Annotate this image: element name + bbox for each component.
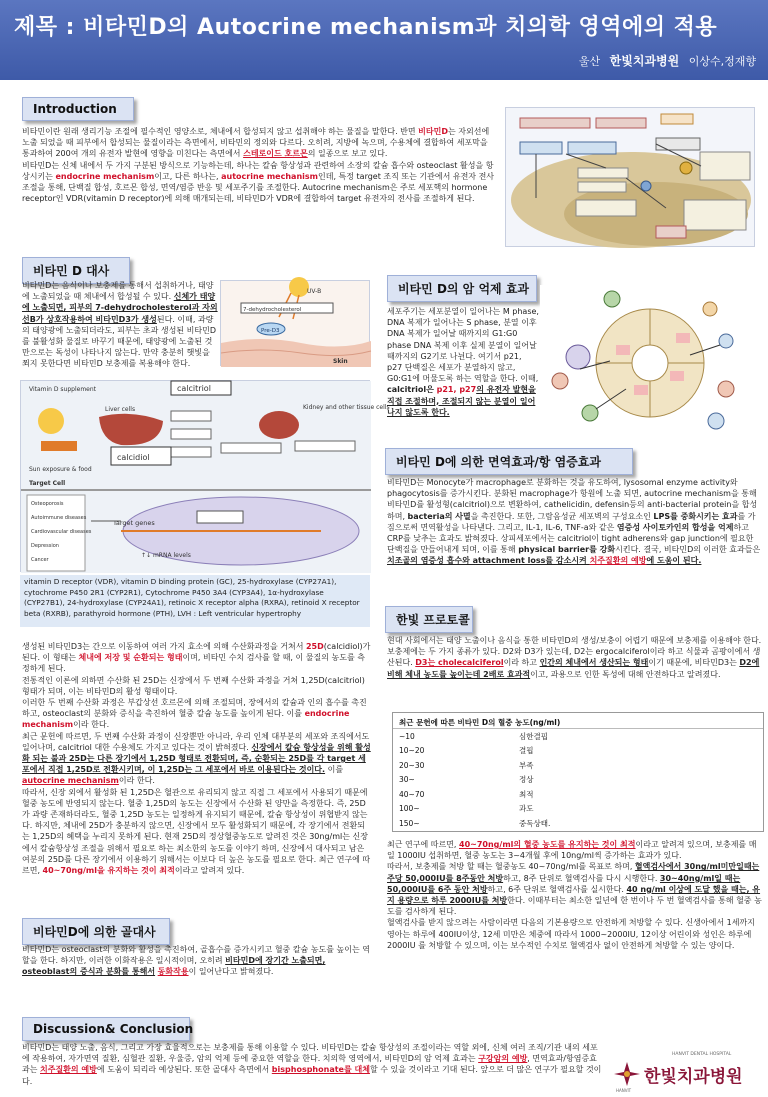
hospital-logo: [612, 1052, 762, 1093]
level-status: 과도: [519, 804, 534, 814]
mrna-label: ↑↓ mRNA levels: [141, 552, 191, 559]
intro-text: 비타민이란 원래 생리기능 조절에 필수적인 영양소로, 체내에서 합성되지 않고 섭취해야 하는 물질을 말한다. 반면 비타민D는 자외선에 노출 되었을 때 피부에서 합성되는 물질이라는 측면에서, 비타민의 정의와 다르다. 오히려, 지방에 녹으며, 수용체에 결합하여 세포막을 통과하여 200여 개의 유전자 발현에 영향을 미친다는 측면에서 스테로이드 호르몬의 일종으로 보고 있다. 비타민D는 신체 내에서 두 가지 구분된 방식으로 기능하는데, 하나는 칼슘 항상성과 관련하여 소장의 칼슘 흡수와 osteoclast 활성을 항상시키는 endocrine mechanism이고, 다른 하나는, autocrine mechanism인데, 특정 target 조직 또는 기관에서 유전자 전사 조절을 통해, 단백질 합성, 호르몬 합성, 면역/염증 반응 및 세포주기를 조절한다. Autocrine mechanism은 주로 세포핵의 hormone receptor인 VDR(vitamin D receptor)에 의해 매개되는데, 비타민D가 VDR에 결합하여 target 유전자의 전사를 조절하게 된다.: [22, 127, 495, 204]
supplement-label: Vitamin D supplement: [29, 386, 97, 393]
calcidiol-label: calcidiol: [117, 453, 150, 462]
sun-label: Sun exposure & food: [29, 466, 92, 473]
vdr-mechanism-figure: [505, 107, 755, 247]
table-row: [393, 816, 763, 831]
target-cell-label: Target Cell: [29, 480, 66, 487]
bone-text: 비타민D는 osteoclast의 분화와 활성을 촉진하여, 골흡수를 증가시키고 혈중 칼슘 농도를 높이는 역할을 한다. 하지만, 이러한 이화작용은 일시적이며, 오히려 비타민D에 장기간 노출되면, osteoblast의 증식과 분화를 통해서 동화작용이 일어난다고 밝혀졌다.: [22, 945, 370, 977]
location: 울산: [578, 55, 601, 68]
logo-name: 한빛치과병원: [644, 1067, 743, 1087]
vitd-metabolism-figure: [20, 380, 390, 572]
level-range: 150~: [399, 818, 420, 828]
protocol-heading: 한빛 프로토콜: [385, 606, 473, 633]
level-range: 100~: [399, 804, 420, 814]
vitd-level-table: [392, 712, 764, 832]
poster-title: 제목 : 비타민D의 Autocrine mechanism과 치의학 영역에의 적용: [14, 15, 718, 40]
abbreviation-box: vitamin D receptor (VDR), vitamin D binding protein (GC), 25-hydroxylase (CYP27A1), cytochrome P450 2R1 (CYP2R1), Cytochrome P450 3A4 (CYP3A4), 1α-hydroxylase (CYP27B1), 24-hydroxylase (CYP24A1), retinoic X receptor alpha (RXRA), retinoid X receptor beta (RXRB), parathyroid hormone (PTH), LVH : Left ventricular hypertrophy: [20, 575, 370, 627]
skin-label: Skin: [333, 358, 348, 365]
protocol-text-1: 현대 사회에서는 태양 노출이나 음식을 통한 비타민D의 생성/보충이 어렵기 때문에 보충제를 이용해야 한다. 보충제에는 두 가지 종류가 있다. D2와 D3가 있는데, D2는 ergocalciferol이라 하고 식물과 곰팡이에서 생산된다. D3는 cholecalciferol이라 하고 인간의 체내에서 생산되는 형태이기 때문에, 비타민D3는 D2에 비해 체내 농도를 높이는데 2배로 효과적이고, 과용으로 인한 독성에 대해 안전하다고 알려졌다.: [387, 636, 762, 679]
cancer-heading: 비타민 D의 암 억제 효과: [387, 275, 537, 302]
table-row: [393, 773, 763, 788]
calcitriol-label: calcitriol: [177, 384, 211, 393]
disease-label: Depression: [31, 543, 59, 549]
level-range: 10~20: [399, 746, 425, 756]
level-range: 30~: [399, 775, 415, 785]
disease-label: Osteoporosis: [31, 501, 64, 507]
level-status: 심한결핍: [519, 731, 548, 741]
logo-mark-icon: [614, 1060, 640, 1088]
level-status: 최적: [519, 789, 534, 799]
level-status: 정상: [519, 775, 534, 785]
uvb-label: UV-B: [307, 288, 322, 295]
table-row: [393, 802, 763, 817]
author-names: 이상수,정재향: [688, 55, 756, 68]
table-body: [393, 729, 763, 831]
pred3-label: Pre-D3: [261, 328, 280, 334]
kidney-label: Kidney and other tissue cells: [303, 404, 390, 411]
logo-en2: HANVIT: [616, 1088, 632, 1093]
table-title: 최근 문헌에 따른 비타민 D의 혈중 농도(ng/ml): [393, 713, 763, 729]
logo-en: HANVIT DENTAL HOSPITAL: [672, 1052, 732, 1057]
author-line: [579, 52, 756, 69]
table-row: [393, 787, 763, 802]
immune-heading: 비타민 D에 의한 면역효과/항 염증효과: [385, 448, 633, 475]
skin-synthesis-figure: [220, 280, 370, 366]
liver-label: Liver cells: [105, 406, 136, 413]
table-row: [393, 744, 763, 759]
poster-header: [0, 0, 768, 80]
metabolism-text-1: 비타민D는 음식이나 보충제를 통해서 섭취하거나, 태양에 노출되었을 때 체내에서 합성될 수 있다. 신체가 태양에 노출되면, 피부의 7-dehydrocholesterol과 자외선B가 상호작용하여 비타민D3가 생성된다. 이때, 과량의 태양광에 노출되더라도, 피부는 초과 생성된 비타민D를 불활성화 물질로 바꾸기 때문에, 태양광에 노출된 것만으로는 독성이 나타나지 않는다. 만약 충분히 햇빛을 쬐지 못한다면 비타민D 보충제를 복용해야 한다.: [22, 281, 218, 369]
cancer-text: 세포주기는 세포분열이 일어나는 M phase, DNA 복제가 일어나는 S phase, 분열 이후 DNA 복제가 일어날 때까지의 G1:G0 phase DNA 복제 이후 실제 분열이 일어날 때까지의 G2기로 나뉜다. 여기서 p21, p27 단백질은 세포가 분열하지 않고, G0:G1에 머물도록 하는 역할을 한다. 이때, calcitriol은 p21, p27의 유전자 발현을 직접 조절하며, 조절되지 않는 분열이 일어나지 않도록 한다.: [387, 307, 539, 417]
discussion-text: 비타민D는 태양 노출, 음식, 그리고 가장 효율적으로는 보충제를 통해 이용할 수 있다. 비타민D는 칼슘 항상성의 조절이라는 역할 외에, 신체 여러 조직/기관 내의 세포에 작용하여, 자가면역 질환, 심혈관 질환, 우울증, 암의 억제 등에 중요한 역할을 한다. 치의학 영역에서, 비타민D의 암 억제 효과는 구강암의 예방, 면역효과/항염증효과는 치주질환의 예방에 도움이 되리라 예상된다. 또한 골대사 측면에서 bisphosphonate를 대체할 수 있을 것이라고 기대 된다. 앞으로 더 많은 연구가 필요할 것이다.: [22, 1043, 602, 1086]
disease-label: Cancer: [31, 557, 49, 563]
discussion-heading: Discussion& Conclusion: [22, 1017, 190, 1041]
metabolism-heading: 비타민 D 대사: [22, 257, 130, 284]
metabolism-text-2: 생성된 비타민D3는 간으로 이동하여 여러 가지 효소에 의해 수산화과정을 거쳐서 25D(calcidiol)가 된다. 이 형태는 체내에 저장 및 순환되는 형태이며, 비타민 수치 검사를 할 때, 이 물질의 농도를 측정하게 된다. 전통적인 이론에 의하면 수산화 된 25D는 신장에서 두 번째 수산화 과정을 거쳐 1,25D(calcitriol)형태가 되며, 이는 비타민D의 활성 형태이다. 이러한 두 번째 수산화 과정은 부갑상선 호르몬에 의해 조절되며, 장에서의 칼슘과 인의 흡수를 촉진하고, osteoclast의 분화와 증식을 촉진하여 혈중 칼슘 농도를 높이게 된다. 이를 endocrine mechanism이라 한다. 최근 문헌에 따르면, 두 번째 수산화 과정이 신장뿐만 아니라, 우리 인체 대부분의 세포와 조직에서도 일어나며, calcitriol 대한 수용체도 가지고 있다는 것이 밝혀졌다. 신장에서 칼슘 항상성을 위해 활성화 되는 불과 25D는 다른 장기에서 1,25D 형태로 전환되며, 즉, 순환되는 25D를 각 target 세포에서 직접 1,25D로 전환시키며, 이 1,25D는 그 세포에서 바로 이용된다는 것이다. 이를 autocrine mechanism이라 한다. 따라서, 신장 외에서 활성화 된 1,25D은 혈관으로 유리되지 않고 직접 그 세포에서 사용되기 때문에 혈중 농도에 반영되지 않는다. 혈중 1,25D의 농도는 신장에서 수산화 된 양만을 측정한다. 즉, 25D가 과량 존재하더라도, 혈중 1,25D 농도는 일정하게 유지되기 때문에, 칼슘 항상성이 위협받지 않는다. 하지만, 체내에 25D가 충분하지 않으면, 신장에서 모두 활성화되기 때문에, 각 장기에서 전환되는 1,25D의 혜택을 누리지 못하게 된다. 현재 25D의 정상혈중농도로 알려진 것은 30ng/ml는 신장에서 칼슘항상성 조절을 위해서 필요로 하는 최소한의 농도를 이야기 하며, 신장에서 대사되고 남은 여분의 25D를 다른 장기에서 이용하기 위해서는 이보다 더 높은 농도를 필요로 한다. 최근 연구에 따르면, 40~70ng/ml을 유지하는 것이 최적이라고 알려져 있다.: [22, 642, 371, 876]
dehydro-label: 7-dehydrocholesterol: [243, 307, 302, 313]
level-status: 중독상태.: [519, 818, 551, 828]
disease-label: Cardiovascular diseases: [31, 529, 92, 535]
intro-heading: Introduction: [22, 97, 134, 121]
bone-heading: 비타민D에 의한 골대사: [22, 918, 170, 945]
hospital-name: 한빛치과병원: [609, 54, 680, 68]
level-status: 결핍: [519, 746, 534, 756]
level-range: 20~30: [399, 760, 425, 770]
cell-cycle-figure: [540, 285, 762, 437]
disease-label: Autoimmune diseases: [31, 515, 87, 521]
protocol-text-2: 최근 연구에 따르면, 40~70ng/ml의 혈중 농도를 유지하는 것이 최적이라고 알려져 있으며, 보충제를 매일 1000IU 섭취하면, 혈중 농도는 3~4개월 후에 10ng/ml씩 증가하는 효과가 있다. 따라서, 보충제를 처방 할 때는 혈중농도 40~70ng/ml를 목표로 하며, 혈액검사에서 30ng/ml미만일때는 주당 50,000IU를 8주동안 처방하고, 8주 단위로 혈액검사를 다시 시행한다. 30~40ng/ml일 때는 50,000IU를 6주 동안 처방하고, 6주 단위로 혈액검사를 실시한다. 40 ng/ml 이상에 도달 했을 때는, 유지 용량으로 하루 2000IU를 처방한다. 이때부터는 최소한 일년에 한 번이나 두 번 혈액검사를 통해 혈중 농도를 검사하게 된다. 혈액검사를 받지 않으려는 사람이라면 다음의 기본용량으로 안전하게 처방할 수 있다. 신생아에서 1세까지 영아는 하루에 400IU이상, 12세 미만은 체중에 따라서 1000~2000IU, 12이상 어린이와 성인은 하루에 2000IU 를 처방할 수 있으며, 이는 보수적인 수치로 혈액검사 없이 안전하게 처방할 수 있는 양이다.: [387, 840, 762, 950]
immune-text: 비타민D는 Monocyte가 macrophage로 분화하는 것을 유도하여, lysosomal enzyme activity와 phagocytosis를 증가시킨다. 분화된 macrophage가 항원에 노출 되면, autocrine mechanism을 통해 비타민D를 활성형(calcitriol)으로 변환하여, cathelicidin, defensin등의 anti-bacterial protein을 합성하며, bacteria의 사멸을 촉진한다. 또한, 그람음성균 세포벽의 구성요소인 LPS를 중화시키는 효과를 가짐으로써 면역활성을 나타낸다. 그리고, IL-1, IL-6, TNF-a와 같은 염증성 사이토카인의 합성을 억제하고 CRP를 낮추는 효과도 밝혀졌다. 상피세포에서는 calcitriol이 tight adherens와 gap junction에 필요한 단백질을 만들어내게 되며, 이를 통해 physical barrier를 강화시킨다. 결국, 비타민D의 이러한 효과들은 치조골의 염증성 흡수와 attachment loss를 감소시켜 치주질환의 예방에 도움이 된다.: [387, 478, 761, 566]
level-range: 40~70: [399, 789, 425, 799]
table-row: [393, 729, 763, 744]
table-row: [393, 758, 763, 773]
level-range: ~10: [399, 731, 415, 741]
target-genes-label: Target genes: [113, 519, 155, 527]
level-status: 부족: [519, 760, 534, 770]
